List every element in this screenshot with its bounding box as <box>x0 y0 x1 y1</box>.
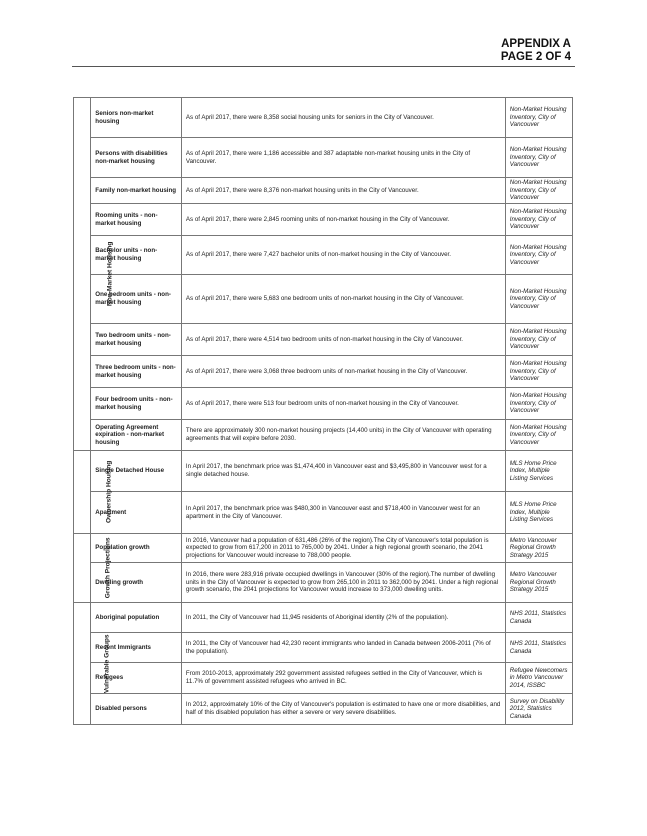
description-cell: As of April 2017, there were 513 four bedroom units of non-market housing in the City of Vancouver. <box>181 388 505 420</box>
table-row <box>74 534 573 563</box>
source-cell: Non-Market Housing Inventory, City of Vancouver <box>505 324 572 356</box>
source-cell: Non-Market Housing Inventory, City of Vancouver <box>505 204 572 236</box>
description-cell: From 2010-2013, approximately 292 government assisted refugees settled in the City of Vancouver, which is 11.7% of government assisted refugees who arrived in BC. <box>181 663 505 694</box>
category-cell: Apartment <box>91 492 182 534</box>
source-cell: MLS Home Price Index, Multiple Listing Services <box>505 492 572 534</box>
source-cell: Non-Market Housing Inventory, City of Vancouver <box>505 420 572 451</box>
table-body <box>74 98 573 725</box>
table-row <box>74 356 573 388</box>
page-number: PAGE 2 OF 4 <box>500 51 571 63</box>
table-row <box>74 563 573 603</box>
source-cell: Refugee Newcomers in Metro Vancouver 2014, ISSBC <box>505 663 572 694</box>
table-row <box>74 275 573 324</box>
description-cell: As of April 2017, there were 2,845 rooming units of non-market housing in the City of Vancouver. <box>181 204 505 236</box>
source-cell: NHS 2011, Statistics Canada <box>505 633 572 663</box>
table-row <box>74 236 573 275</box>
source-cell: Metro Vancouver Regional Growth Strategy 2015 <box>505 563 572 603</box>
category-cell: One bedroom units - non-market housing <box>91 275 182 324</box>
description-cell: As of April 2017, there were 3,068 three bedroom units of non-market housing in the City of Vancouver. <box>181 356 505 388</box>
description-cell: As of April 2017, there were 8,376 non-market housing units in the City of Vancouver. <box>181 178 505 204</box>
table-row <box>74 324 573 356</box>
description-cell: As of April 2017, there were 1,186 accessible and 387 adaptable non-market housing units in the City of Vancouver. <box>181 138 505 178</box>
group-label: Ownership Housing <box>105 460 113 524</box>
group-label: Non-Market Housing <box>106 241 114 307</box>
category-cell: Family non-market housing <box>91 178 182 204</box>
description-cell: In April 2017, the benchmark price was $480,300 in Vancouver east and $718,400 in Vancouver west for an apartment in the City of Vancouver. <box>181 492 505 534</box>
category-cell: Rooming units - non-market housing <box>91 204 182 236</box>
header-divider <box>72 66 575 67</box>
source-cell: Non-Market Housing Inventory, City of Vancouver <box>505 178 572 204</box>
description-cell: In 2016, Vancouver had a population of 631,486 (26% of the region).The City of Vancouver's total population is expected to grow from 617,200 in 2011 to 765,000 by 2041. Under a high regional growth scenario, the 2041 projections for Vancouver would increase to 788,000 people. <box>181 534 505 563</box>
category-cell: Disabled persons <box>91 694 182 725</box>
table-row <box>74 633 573 663</box>
source-cell: Non-Market Housing Inventory, City of Vancouver <box>505 275 572 324</box>
description-cell: As of April 2017, there were 5,683 one bedroom units of non-market housing in the City of Vancouver. <box>181 275 505 324</box>
category-cell: Recent Immigrants <box>91 633 182 663</box>
source-cell: Non-Market Housing Inventory, City of Vancouver <box>505 98 572 138</box>
table-row <box>74 204 573 236</box>
description-cell: In 2016, there were 283,916 private occupied dwellings in Vancouver (30% of the region).The number of dwelling units in the City of Vancouver is expected to grow from 265,100 in 2011 to 362,000 by 2041. Under a high regional growth scenario, the 2041 projections for Vancouver would increase to 373,000 dwelling units. <box>181 563 505 603</box>
category-cell: Operating Agreement expiration - non-market housing <box>91 420 182 451</box>
group-label-cell <box>74 98 114 451</box>
category-cell: Single Detached House <box>91 451 182 492</box>
table-row <box>74 451 573 492</box>
description-cell: In 2011, the City of Vancouver had 42,230 recent immigrants who landed in Canada between 2006-2011 (7% of the population). <box>181 633 505 663</box>
table-row <box>74 663 573 694</box>
table-row <box>74 694 573 725</box>
category-cell: Persons with disabilities non-market housing <box>91 138 182 178</box>
table-row <box>74 98 573 138</box>
group-label: Growth Projections <box>104 537 112 599</box>
source-cell: NHS 2011, Statistics Canada <box>505 603 572 633</box>
description-cell: As of April 2017, there were 7,427 bachelor units of non-market housing in the City of Vancouver. <box>181 236 505 275</box>
table-row <box>74 388 573 420</box>
source-cell: Survey on Disability 2012, Statistics Canada <box>505 694 572 725</box>
source-cell: MLS Home Price Index, Multiple Listing Services <box>505 451 572 492</box>
description-cell: In 2012, approximately 10% of the City of Vancouver's population is estimated to have one or more disabilities, and half of this disabled population has either a severe or very severe disabilities. <box>181 694 505 725</box>
description-cell: There are approximately 300 non-market housing projects (14,400 units) in the City of Vancouver with operating agreements that will expire before 2030. <box>181 420 505 451</box>
table-row <box>74 138 573 178</box>
description-cell: In April 2017, the benchmark price was $1,474,400 in Vancouver east and $3,495,800 in Vancouver west for a single detached house. <box>181 451 505 492</box>
source-cell: Metro Vancouver Regional Growth Strategy 2015 <box>505 534 572 563</box>
source-cell: Non-Market Housing Inventory, City of Vancouver <box>505 138 572 178</box>
description-cell: In 2011, the City of Vancouver had 11,945 residents of Aboriginal identity (2% of the population). <box>181 603 505 633</box>
description-cell: As of April 2017, there were 8,358 social housing units for seniors in the City of Vancouver. <box>181 98 505 138</box>
source-cell: Non-Market Housing Inventory, City of Vancouver <box>505 356 572 388</box>
source-cell: Non-Market Housing Inventory, City of Vancouver <box>505 236 572 275</box>
housing-data-table <box>73 97 573 725</box>
category-cell: Dwelling growth <box>91 563 182 603</box>
group-label-cell <box>74 534 112 603</box>
description-cell: As of April 2017, there were 4,514 two bedroom units of non-market housing in the City of Vancouver. <box>181 324 505 356</box>
category-cell: Seniors non-market housing <box>91 98 182 138</box>
category-cell: Bachelor units - non-market housing <box>91 236 182 275</box>
table-row <box>74 420 573 451</box>
table-row <box>74 178 573 204</box>
category-cell: Four bedroom units - non-market housing <box>91 388 182 420</box>
table-row <box>74 603 573 633</box>
category-cell: Refugees <box>91 663 182 694</box>
appendix-label: APPENDIX A <box>501 38 571 50</box>
table-row <box>74 492 573 534</box>
source-cell: Non-Market Housing Inventory, City of Vancouver <box>505 388 572 420</box>
category-cell: Three bedroom units - non-market housing <box>91 356 182 388</box>
category-cell: Two bedroom units - non-market housing <box>91 324 182 356</box>
category-cell: Population growth <box>91 534 182 563</box>
group-label: Vulnerable Groups <box>103 634 111 693</box>
page-header <box>501 38 571 64</box>
category-cell: Aboriginal population <box>91 603 182 633</box>
